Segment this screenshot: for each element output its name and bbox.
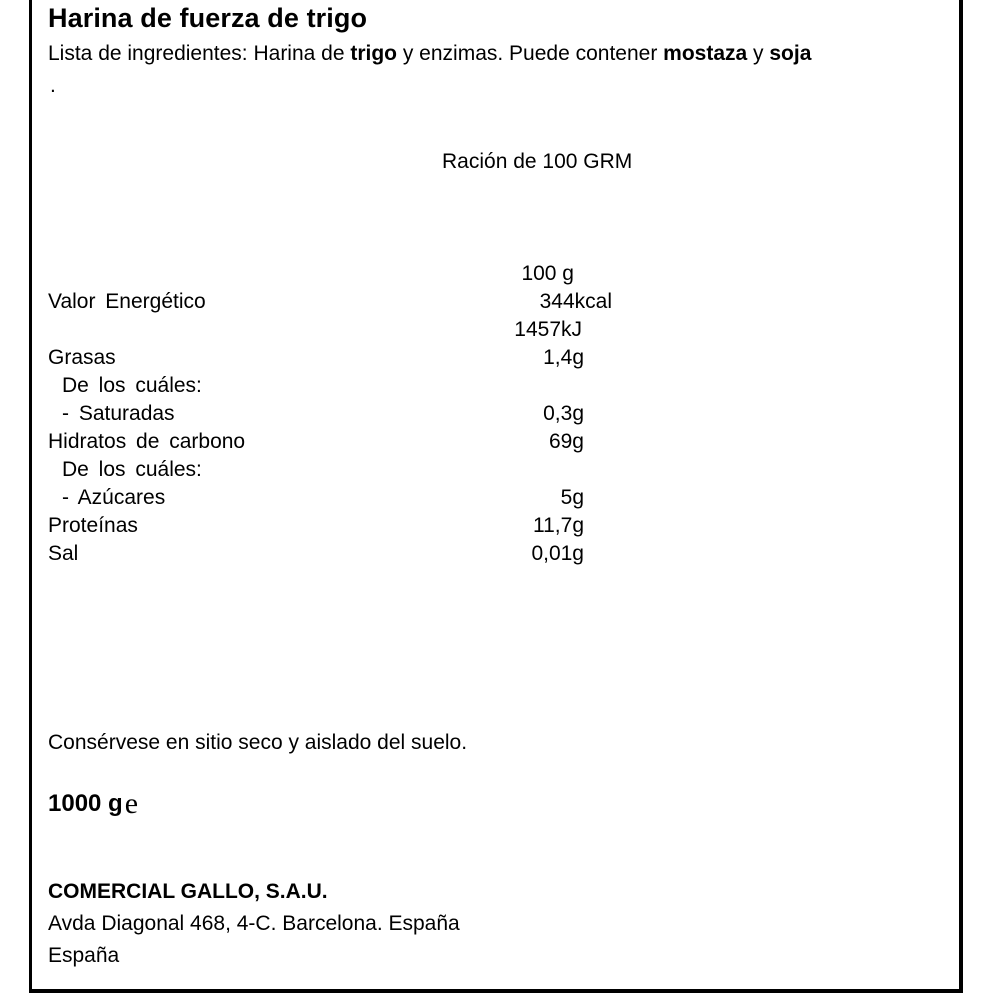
ingredients-trailing-dot: . [50,74,56,97]
nutrition-value-sugars: 5g [560,486,584,509]
ingredients-list [48,42,811,66]
nutrition-value-salt: 0,01g [531,542,584,565]
allergen-wheat: trigo [350,42,398,65]
storage-instructions: Consérvese en sitio seco y aislado del suelo. [48,731,468,754]
net-weight-value: 1000 g [48,790,123,817]
net-weight [48,787,139,820]
ingredients-prefix: Lista de ingredientes: Harina de [48,42,351,65]
nutrition-label-fat: Grasas [48,346,116,369]
manufacturer-address: Avda Diagonal 468, 4-C. Barcelona. España [48,912,460,935]
nutrition-label-fat-of-which: De los cuáles: [62,374,202,397]
allergen-soy: soja [769,42,812,65]
manufacturer-country: España [48,944,120,967]
nutrition-value-carbohydrates: 69g [548,430,584,453]
nutrition-value-energy-kj: 1457kJ [514,318,582,341]
nutrition-label-carbs-of-which: De los cuáles: [62,458,202,481]
ingredients-middle: y enzimas. Puede contener [397,42,664,65]
nutrition-column-header: 100 g [521,262,574,285]
nutrition-label-salt: Sal [48,542,79,565]
product-title: Harina de fuerza de trigo [48,3,368,33]
serving-size-label: Ración de 100 GRM [442,150,633,173]
allergen-mustard: mostaza [663,42,748,65]
nutrition-label-saturated: - Saturadas [62,402,175,425]
nutrition-value-saturated: 0,3g [543,402,584,425]
nutrition-value-fat: 1,4g [543,346,584,369]
nutrition-value-energy-kcal: 344kcal [539,290,612,313]
nutrition-label-carbohydrates: Hidratos de carbono [48,430,246,453]
nutrition-label-protein: Proteínas [48,514,138,537]
nutrition-value-protein: 11,7g [533,514,584,537]
nutrition-label-sugars: - Azúcares [62,486,166,509]
manufacturer-name: COMERCIAL GALLO, S.A.U. [48,880,328,903]
nutrition-label-energy: Valor Energético [48,290,206,313]
estimated-sign-icon: e [124,787,139,820]
ingredients-join: y [747,42,770,65]
